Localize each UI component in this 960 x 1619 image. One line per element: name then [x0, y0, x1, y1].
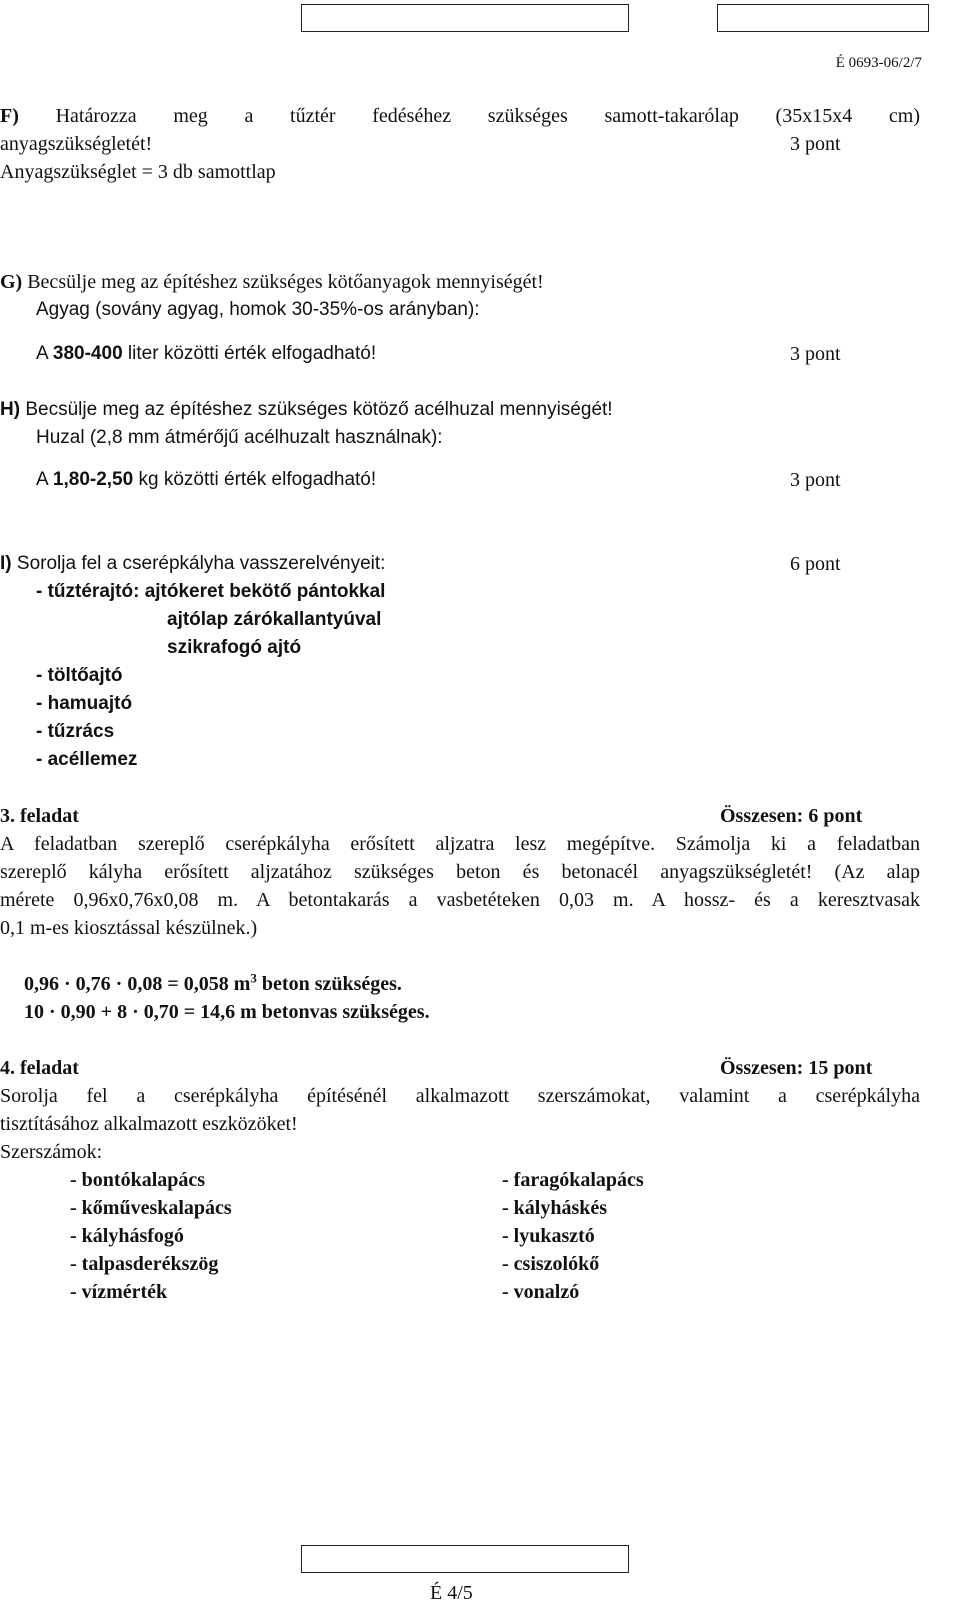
calc1-tail: beton szükséges.	[256, 973, 402, 995]
task4-title: 4. feladat	[0, 1057, 79, 1079]
h-question	[0, 398, 613, 422]
tool-right: - faragókalapács	[502, 1169, 644, 1191]
task3-title: 3. feladat	[0, 805, 79, 827]
g-answer-pre: A	[36, 343, 53, 364]
g-answer-post: liter közötti érték elfogadható!	[122, 343, 377, 364]
g-points: 3 pont	[790, 343, 841, 365]
i-points: 6 pont	[790, 553, 841, 575]
i-question	[0, 552, 385, 576]
i-item: - tűzrács	[36, 721, 115, 742]
i-item: - hamuajtó	[36, 693, 133, 714]
h-letter: H)	[0, 399, 21, 420]
tool-left: - vízmérték	[70, 1281, 168, 1303]
f-question-line1	[0, 104, 920, 128]
header-box-left	[301, 4, 629, 32]
page-number: É 4/5	[430, 1582, 473, 1604]
h-answer	[36, 468, 376, 492]
task3-total: Összesen: 6 pont	[720, 805, 863, 827]
g-text: Becsülje meg az építéshez szükséges kötőanyagok mennyiségét!	[27, 271, 544, 293]
header-box-right	[717, 4, 929, 32]
tool-left: - kőművеskalapács	[70, 1197, 232, 1219]
i-item: - tűztérajtó: ajtókeret bekötő pántokkal	[36, 581, 386, 602]
task4-desc-line: tisztításához alkalmazott eszközöket!	[0, 1113, 298, 1135]
tools-label: Szerszámok:	[0, 1141, 103, 1163]
g-answer-value: 380-400	[52, 343, 123, 364]
g-letter: G)	[0, 271, 23, 293]
calc1-exponent: 3	[250, 970, 257, 986]
task3-desc-line: szereplő kályha erősített aljzatához szükséges beton és betonacél anyagszükségletét! (Az alap	[0, 861, 920, 883]
tool-right: - vonalzó	[502, 1281, 580, 1303]
i-item: - acéllemez	[36, 749, 138, 770]
f-letter: F)	[0, 105, 19, 127]
tool-right: - lyukasztó	[502, 1225, 595, 1247]
tool-right: - kályháskés	[502, 1197, 608, 1219]
h-answer-value: 1,80-2,50	[52, 469, 134, 490]
tool-right: - csiszolókő	[502, 1253, 600, 1275]
task3-desc-line: 0,1 m-es kiosztással készülnek.)	[0, 917, 258, 939]
tool-left: - bontókalapács	[70, 1169, 206, 1191]
g-question	[0, 270, 544, 294]
tool-left: - talpasderékszög	[70, 1253, 219, 1275]
h-answer-pre: A	[36, 469, 53, 490]
g-subline: Agyag (sovány agyag, homok 30-35%-os arányban):	[36, 299, 480, 320]
task3-desc-line: A feladatban szereplő cserépkályha erősített aljzatra lesz megépítve. Számolja ki a feladatban	[0, 833, 920, 855]
f-question-line2: anyagszükségletét!	[0, 133, 153, 155]
f-text: Határozza meg a tűztér fedéséhez szükséges samott-takarólap (35x15x4 cm)	[55, 105, 921, 127]
task3-calc-rebar: 10 · 0,90 + 8 · 0,70 = 14,6 m betonvas szükséges.	[24, 1001, 430, 1023]
h-subline: Huzal (2,8 mm átmérőjű acélhuzalt használnak):	[36, 427, 443, 448]
tool-left: - kályhásfogó	[70, 1225, 184, 1247]
g-answer	[36, 342, 376, 366]
h-text: Becsülje meg az építéshez szükséges kötöző acélhuzal mennyiségét!	[25, 399, 613, 420]
task4-desc-line: Sorolja fel a cserépkályha építésénél alkalmazott szerszámokat, valamint a cserépkályha	[0, 1085, 920, 1107]
i-item: - töltőajtó	[36, 665, 123, 686]
h-answer-post: kg közötti érték elfogadható!	[133, 469, 377, 490]
i-letter: I)	[0, 553, 12, 574]
i-text: Sorolja fel a cserépkályha vasszerelvényeit:	[16, 553, 386, 574]
document-code: É 0693-06/2/7	[835, 55, 922, 71]
i-item: szikrafogó ajtó	[167, 637, 302, 658]
f-answer: Anyagszükséglet = 3 db samottlap	[0, 161, 276, 183]
calc1-main: 0,96 · 0,76 · 0,08 = 0,058 m	[24, 973, 251, 995]
task3-calc-concrete	[24, 972, 402, 996]
task4-total: Összesen: 15 pont	[720, 1057, 873, 1079]
footer-box	[301, 1545, 629, 1573]
h-points: 3 pont	[790, 469, 841, 491]
i-item: ajtólap zárókallantyúval	[167, 609, 382, 630]
task3-desc-line: mérete 0,96x0,76x0,08 m. A betontakarás a vasbetéteken 0,03 m. A hossz- és a keresztvasak	[0, 889, 920, 911]
f-points: 3 pont	[790, 133, 841, 155]
